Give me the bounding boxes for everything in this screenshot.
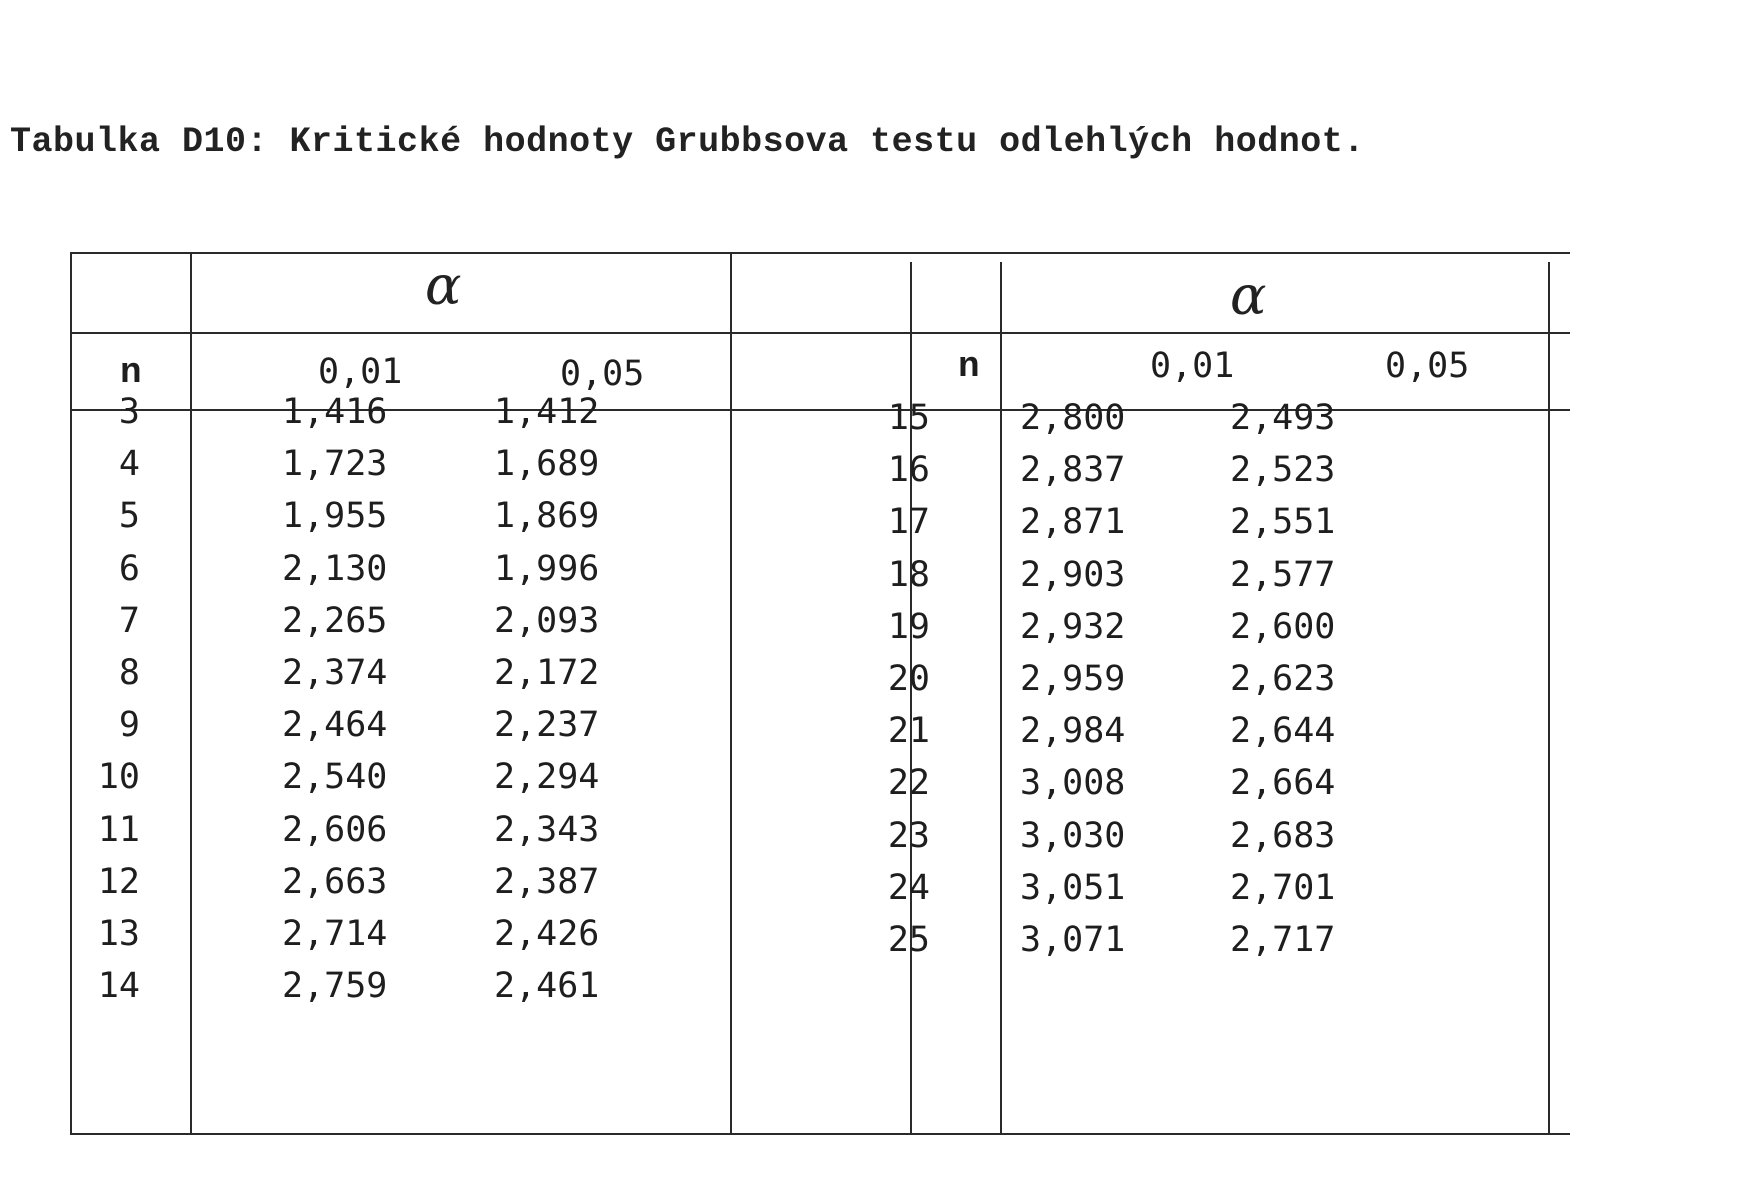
- alpha-symbol-left: α: [425, 254, 462, 317]
- row-alpha-005: 2,701: [1230, 867, 1336, 908]
- row-alpha-001: 3,030: [1020, 815, 1126, 856]
- row-n: 8: [118, 653, 140, 693]
- row-alpha-001: 2,932: [1020, 606, 1126, 647]
- row-n: 11: [97, 809, 140, 850]
- col-header-alpha-001-right: 0,01: [1150, 346, 1235, 386]
- row-alpha-005: 2,664: [1230, 763, 1336, 804]
- row-n: 15: [887, 398, 930, 438]
- row-alpha-005: 2,717: [1230, 920, 1336, 960]
- row-n: 5: [118, 496, 140, 537]
- row-n: 13: [97, 914, 140, 954]
- row-alpha-005: 2,237: [494, 705, 600, 746]
- row-alpha-005: 1,869: [494, 496, 600, 537]
- row-alpha-005: 2,343: [494, 809, 600, 850]
- row-alpha-005: 2,600: [1230, 606, 1336, 647]
- row-alpha-001: 2,800: [1020, 398, 1126, 438]
- alpha-symbol-right: α: [1230, 264, 1267, 327]
- row-alpha-001: 3,051: [1020, 867, 1126, 908]
- row-alpha-001: 1,723: [282, 444, 388, 485]
- row-alpha-001: 1,955: [282, 496, 388, 537]
- row-alpha-001: 2,984: [1020, 711, 1126, 752]
- row-alpha-001: 2,130: [282, 548, 388, 589]
- col-header-alpha-001-left: 0,01: [318, 352, 403, 392]
- row-n: 18: [887, 554, 930, 595]
- row-alpha-001: 2,374: [282, 653, 388, 693]
- grubbs-critical-values-table: [70, 252, 1570, 1137]
- row-alpha-005: 2,493: [1230, 398, 1336, 438]
- row-alpha-001: 2,837: [1020, 450, 1126, 491]
- row-alpha-005: 1,689: [494, 444, 600, 485]
- row-alpha-005: 1,996: [494, 548, 600, 589]
- row-alpha-001: 2,959: [1020, 659, 1126, 699]
- frame-right: [1548, 262, 1550, 1135]
- table-bottom-rule: [70, 1133, 1570, 1135]
- row-alpha-005: 2,523: [1230, 450, 1336, 491]
- row-n: 22: [887, 763, 930, 804]
- row-n: 24: [887, 867, 930, 908]
- row-n: 6: [118, 548, 140, 589]
- row-n: 21: [887, 711, 930, 752]
- row-n: 19: [887, 606, 930, 647]
- row-alpha-005: 2,644: [1230, 711, 1336, 752]
- row-alpha-001: 2,714: [282, 914, 388, 954]
- row-alpha-001: 1,416: [282, 392, 388, 432]
- row-alpha-005: 1,412: [494, 392, 600, 432]
- row-alpha-005: 2,387: [494, 861, 600, 902]
- row-n: 23: [887, 815, 930, 856]
- alpha-header-rule: [70, 332, 1570, 334]
- row-alpha-001: 3,071: [1020, 920, 1126, 960]
- row-n: 10: [97, 757, 140, 798]
- divider-left-n: [190, 252, 192, 1135]
- divider-right-n: [1000, 262, 1002, 1135]
- row-alpha-001: 2,265: [282, 600, 388, 641]
- row-alpha-005: 2,461: [494, 966, 600, 1007]
- col-header-alpha-005-right: 0,05: [1385, 346, 1470, 386]
- col-header-n-left: n: [120, 352, 142, 393]
- row-alpha-001: 2,871: [1020, 502, 1126, 543]
- table-caption: Tabulka D10: Kritické hodnoty Grubbsova testu odlehlých hodnot.: [10, 122, 1365, 162]
- row-alpha-001: 2,759: [282, 966, 388, 1007]
- row-n: 3: [118, 392, 140, 432]
- row-alpha-001: 2,663: [282, 861, 388, 902]
- row-alpha-005: 2,426: [494, 914, 600, 954]
- row-alpha-005: 2,623: [1230, 659, 1336, 699]
- row-n: 9: [118, 705, 140, 746]
- row-alpha-005: 2,093: [494, 600, 600, 641]
- row-alpha-005: 2,683: [1230, 815, 1336, 856]
- row-alpha-005: 2,294: [494, 757, 600, 798]
- row-alpha-001: 2,540: [282, 757, 388, 798]
- row-n: 12: [97, 861, 140, 902]
- col-header-n-right: n: [958, 346, 980, 387]
- row-n: 17: [887, 502, 930, 543]
- table-top-rule: [70, 252, 1570, 254]
- row-alpha-001: 3,008: [1020, 763, 1126, 804]
- row-n: 25: [887, 920, 930, 960]
- row-alpha-005: 2,172: [494, 653, 600, 693]
- row-alpha-005: 2,551: [1230, 502, 1336, 543]
- row-n: 4: [118, 444, 140, 485]
- row-alpha-005: 2,577: [1230, 554, 1336, 595]
- row-n: 20: [887, 659, 930, 699]
- divider-left-end: [730, 252, 732, 1135]
- row-alpha-001: 2,464: [282, 705, 388, 746]
- row-n: 7: [118, 600, 140, 641]
- row-n: 16: [887, 450, 930, 491]
- row-alpha-001: 2,606: [282, 809, 388, 850]
- row-alpha-001: 2,903: [1020, 554, 1126, 595]
- col-header-alpha-005-left: 0,05: [560, 354, 645, 394]
- row-n: 14: [97, 966, 140, 1007]
